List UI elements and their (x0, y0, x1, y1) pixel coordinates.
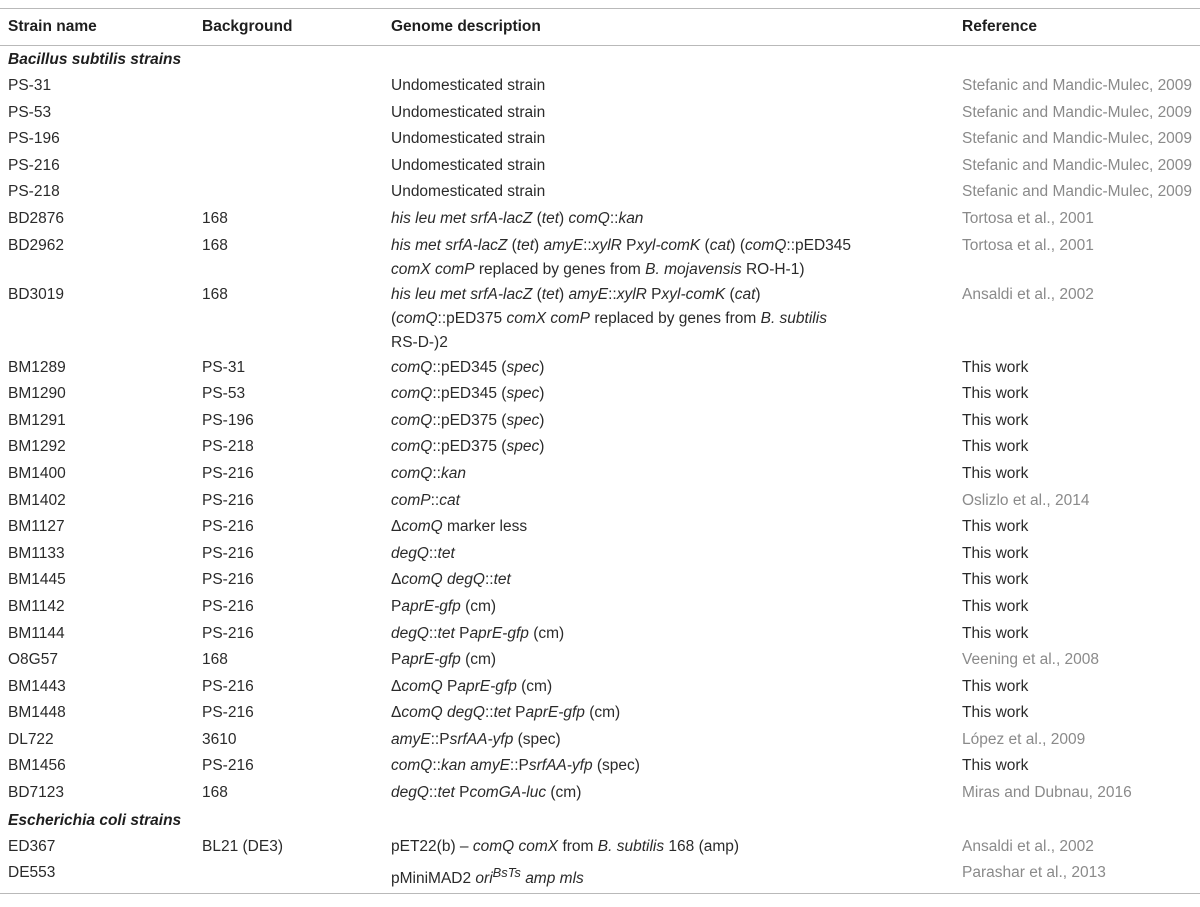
reference: Parashar et al., 2013 (962, 864, 1106, 882)
reference: Miras and Dubnau, 2016 (962, 784, 1132, 802)
strain-name: BM1291 (8, 411, 66, 429)
genome-description (383, 514, 954, 541)
genome-description (383, 434, 954, 461)
strain-name: DL722 (8, 730, 54, 748)
strain-name: DE553 (8, 864, 56, 882)
table-row (0, 594, 1200, 621)
strain-name: PS-216 (8, 156, 60, 174)
genome-description: Undomesticated strain (391, 130, 546, 148)
background (194, 126, 383, 153)
reference: This work (962, 358, 1029, 376)
strains-table (0, 8, 1200, 894)
genome-description (383, 567, 954, 594)
background (194, 179, 383, 206)
genome-text: PaprE-gfp (cm) (391, 597, 497, 615)
section-title-bacillus: Bacillus subtilis strains (8, 51, 182, 68)
strain-name: BM1292 (8, 438, 66, 456)
table-row (0, 206, 1200, 233)
strain-name: BM1133 (8, 544, 65, 562)
background: PS-216 (202, 464, 254, 482)
table-row (0, 126, 1200, 153)
background: PS-216 (202, 491, 254, 509)
table-row (0, 488, 1200, 515)
genome-description (383, 355, 954, 382)
strain-name: BM1400 (8, 464, 66, 482)
reference: This work (962, 544, 1029, 562)
background: PS-53 (202, 385, 246, 403)
reference: This work (962, 438, 1029, 456)
reference: Oslizlo et al., 2014 (962, 491, 1090, 509)
table-row (0, 753, 1200, 780)
genome-line: (comQ::pED375 comX comP replaced by genes from B. subtilis (391, 309, 827, 327)
genome-description (383, 206, 954, 233)
genome-text: comQ::pED345 (spec) (391, 385, 545, 403)
reference: This work (962, 597, 1029, 615)
table-row (0, 282, 1200, 355)
background (194, 73, 383, 100)
strain-name: O8G57 (8, 651, 58, 669)
genome-description (383, 461, 954, 488)
genome-description (383, 753, 954, 780)
reference: This work (962, 464, 1029, 482)
genome-description (383, 381, 954, 408)
genome-line: his leu met srfA-lacZ (tet) amyE::xylR Pxyl-comK (cat) (391, 285, 761, 303)
strain-name: PS-31 (8, 77, 52, 94)
background: PS-196 (202, 411, 254, 429)
genome-text: pET22(b) – comQ comX from B. subtilis 168 (amp) (391, 837, 740, 855)
table-row (0, 567, 1200, 594)
background: 168 (202, 236, 228, 254)
reference: Stefanic and Mandic-Mulec, 2009 (962, 130, 1193, 148)
background: PS-216 (202, 597, 254, 615)
table-row (0, 434, 1200, 461)
reference: Tortosa et al., 2001 (962, 236, 1094, 254)
genome-text: ΔcomQ PaprE-gfp (cm) (391, 677, 553, 695)
genome-text: comP::cat (391, 491, 460, 509)
section-title-ecoli: Escherichia coli strains (8, 811, 182, 829)
genome-description (383, 647, 954, 674)
header-genome-description: Genome description (391, 18, 541, 35)
background: 3610 (202, 730, 237, 748)
header-reference: Reference (962, 18, 1037, 35)
genome-description: Undomesticated strain (391, 77, 546, 94)
table-row (0, 621, 1200, 648)
reference: This work (962, 704, 1029, 722)
genome-text: comQ::kan (391, 464, 466, 482)
genome-description (383, 282, 954, 355)
background: 168 (202, 784, 228, 802)
genome-description (383, 860, 954, 893)
reference: This work (962, 571, 1029, 589)
background: 168 (202, 651, 228, 669)
table-row (0, 153, 1200, 180)
strain-name: BM1456 (8, 757, 66, 775)
reference: This work (962, 677, 1029, 695)
genome-text: ΔcomQ degQ::tet PaprE-gfp (cm) (391, 704, 621, 722)
reference: Stefanic and Mandic-Mulec, 2009 (962, 156, 1193, 174)
reference: Stefanic and Mandic-Mulec, 2009 (962, 103, 1193, 121)
strain-name: BM1443 (8, 677, 66, 695)
genome-text: ΔcomQ marker less (391, 518, 528, 536)
strain-name: BM1445 (8, 571, 66, 589)
genome-line: his met srfA-lacZ (tet) amyE::xylR Pxyl-comK (cat) (comQ::pED345 (391, 236, 852, 254)
genome-description (383, 488, 954, 515)
genome-text: ΔcomQ degQ::tet (391, 571, 511, 589)
genome-text: degQ::tet PcomGA-luc (cm) (391, 784, 582, 802)
table-row (0, 355, 1200, 382)
reference: This work (962, 757, 1029, 775)
reference: Ansaldi et al., 2002 (962, 285, 1094, 303)
genome-description: Undomesticated strain (391, 103, 546, 121)
table-row (0, 73, 1200, 100)
genome-text: comQ::kan amyE::PsrfAA-yfp (spec) (391, 757, 640, 775)
reference: This work (962, 624, 1029, 642)
reference: López et al., 2009 (962, 730, 1086, 748)
strain-name: BD2962 (8, 236, 65, 254)
table-row (0, 100, 1200, 127)
genome-description (383, 541, 954, 568)
background: PS-216 (202, 544, 254, 562)
strain-name: PS-53 (8, 103, 52, 121)
reference: Veening et al., 2008 (962, 651, 1100, 669)
table-row (0, 700, 1200, 727)
genome-description (383, 594, 954, 621)
genome-text: comQ::pED375 (spec) (391, 411, 545, 429)
genome-text: degQ::tet (391, 544, 455, 562)
reference: This work (962, 518, 1029, 536)
background: PS-216 (202, 677, 254, 695)
table-row (0, 514, 1200, 541)
genome-description (383, 780, 954, 807)
strain-name: BD2876 (8, 209, 65, 227)
background: PS-216 (202, 757, 254, 775)
background (194, 860, 383, 893)
genome-description (383, 233, 954, 282)
table-row (0, 541, 1200, 568)
genome-description (383, 834, 954, 861)
background: PS-216 (202, 704, 254, 722)
header-strain-name: Strain name (8, 18, 97, 35)
reference: Stefanic and Mandic-Mulec, 2009 (962, 183, 1193, 201)
reference: This work (962, 411, 1029, 429)
table-row (0, 780, 1200, 807)
strain-name: BM1402 (8, 491, 66, 509)
background: PS-31 (202, 358, 246, 376)
strain-name: BM1290 (8, 385, 66, 403)
genome-description (383, 674, 954, 701)
genome-description (383, 621, 954, 648)
genome-text: pMiniMAD2 ori$^{BsTs}$ amp mls (391, 865, 584, 888)
strain-name: BM1127 (8, 518, 65, 536)
genome-line: RS-D-)2 (391, 333, 448, 351)
genome-text: comQ::pED345 (spec) (391, 358, 545, 376)
genome-description (383, 727, 954, 754)
genome-description: Undomesticated strain (391, 183, 546, 201)
genome-text: degQ::tet PaprE-gfp (cm) (391, 624, 565, 642)
genome-description (383, 700, 954, 727)
strain-name: BM1448 (8, 704, 66, 722)
background: 168 (202, 209, 228, 227)
strain-name: BM1142 (8, 597, 65, 615)
table-row (0, 233, 1200, 282)
reference: This work (962, 385, 1029, 403)
strain-name: BD3019 (8, 285, 65, 303)
genome-text: comQ::pED375 (spec) (391, 438, 545, 456)
genome-line: comX comP replaced by genes from B. mojavensis RO-H-1) (391, 260, 805, 278)
table-row (0, 727, 1200, 754)
reference: Stefanic and Mandic-Mulec, 2009 (962, 77, 1193, 94)
section-row-bacillus (0, 46, 1200, 74)
genome-description: Undomesticated strain (391, 156, 546, 174)
strain-name: ED367 (8, 837, 56, 855)
strain-name: BM1289 (8, 358, 66, 376)
strain-name: PS-196 (8, 130, 60, 148)
genome-text: amyE::PsrfAA-yfp (spec) (391, 730, 561, 748)
table-row (0, 408, 1200, 435)
table-row (0, 674, 1200, 701)
background: PS-216 (202, 571, 254, 589)
background: PS-216 (202, 518, 254, 536)
table-row (0, 461, 1200, 488)
background: PS-216 (202, 624, 254, 642)
reference: Ansaldi et al., 2002 (962, 837, 1094, 855)
genome-text: PaprE-gfp (cm) (391, 651, 497, 669)
background (194, 153, 383, 180)
reference: Tortosa et al., 2001 (962, 209, 1094, 227)
genome-description (383, 408, 954, 435)
background: 168 (202, 285, 228, 303)
section-row-ecoli (0, 807, 1200, 834)
table-row (0, 834, 1200, 861)
table-row (0, 179, 1200, 206)
background (194, 100, 383, 127)
strain-name: BD7123 (8, 784, 65, 802)
genome-text: his leu met srfA-lacZ (tet) comQ::kan (391, 209, 644, 227)
table-row (0, 381, 1200, 408)
background: PS-218 (202, 438, 254, 456)
strain-name: PS-218 (8, 183, 60, 201)
background: BL21 (DE3) (202, 837, 283, 855)
table-header (0, 9, 1200, 46)
table-row (0, 647, 1200, 674)
strain-name: BM1144 (8, 624, 65, 642)
header-background: Background (202, 18, 293, 35)
table-row (0, 860, 1200, 893)
